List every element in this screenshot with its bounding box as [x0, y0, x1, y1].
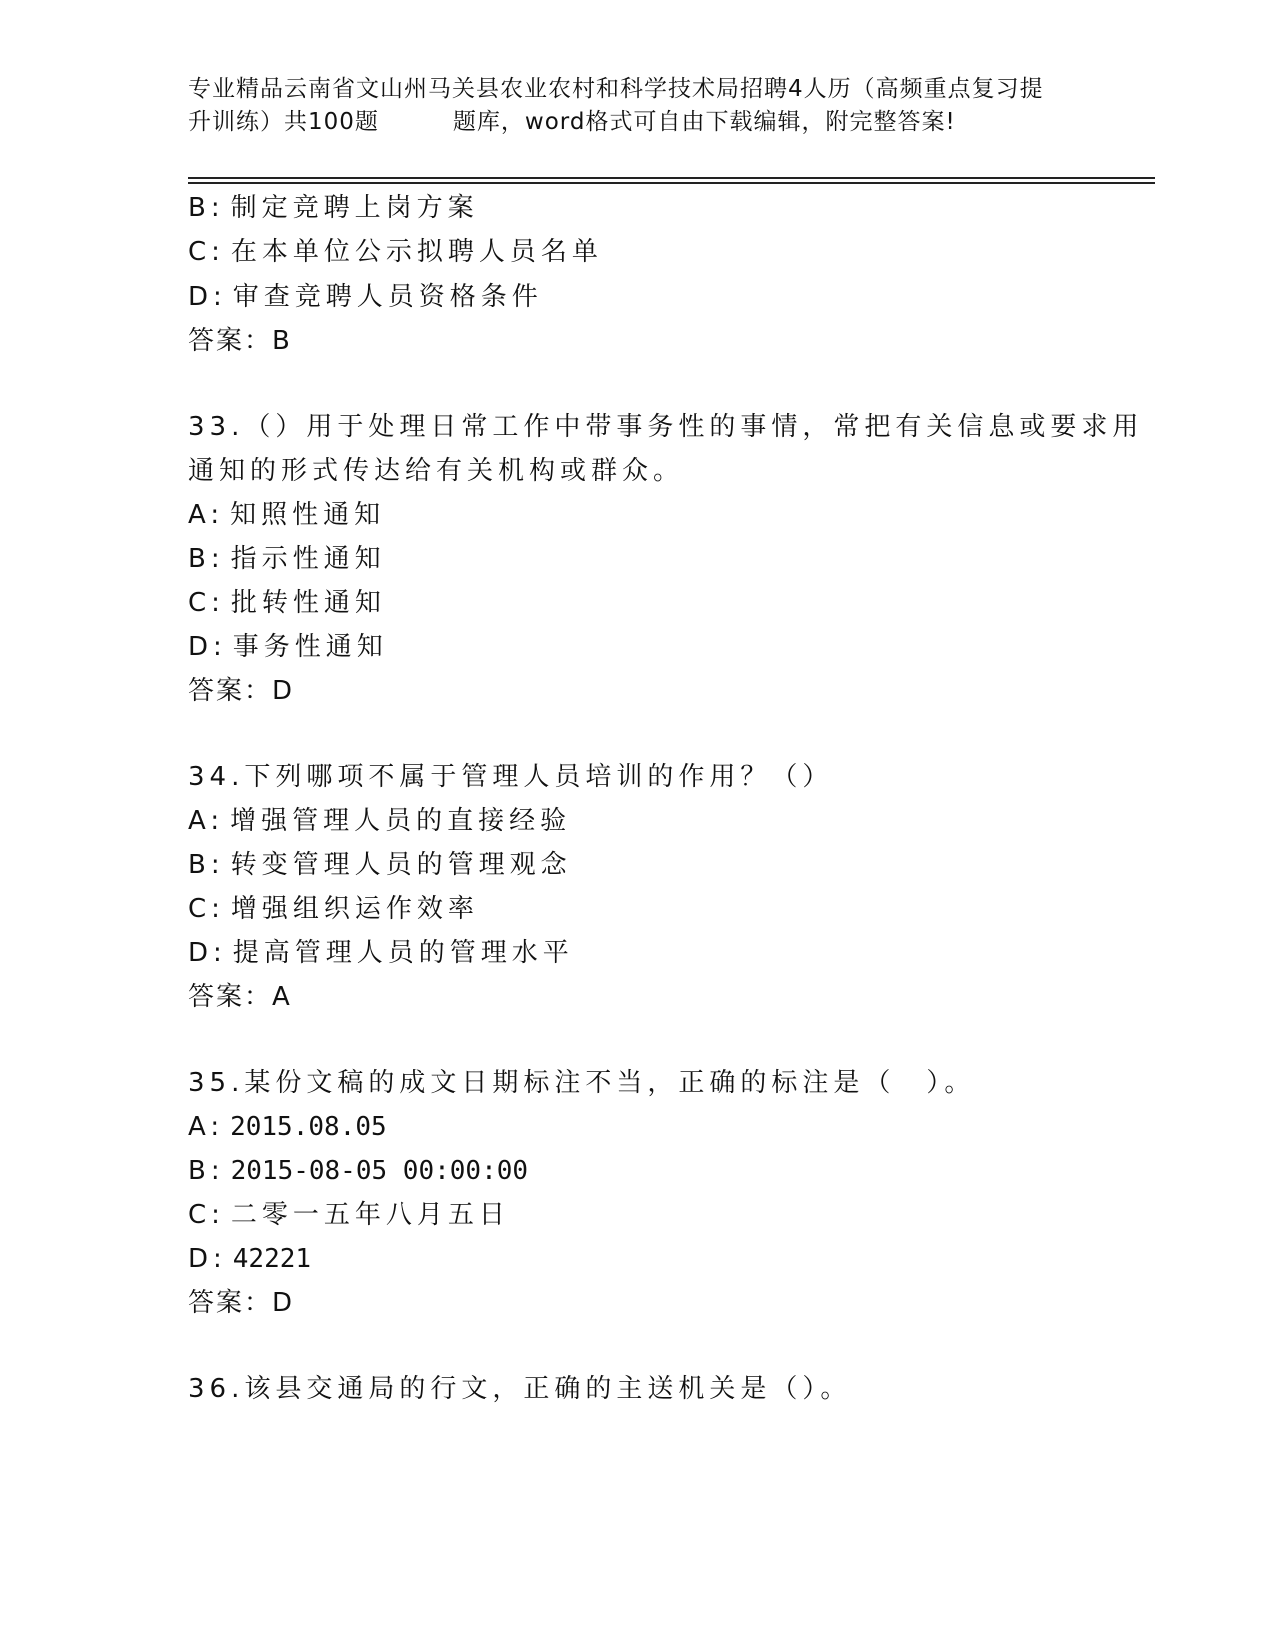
option-text: 42221: [232, 1244, 312, 1274]
question-number: 36.: [188, 1374, 245, 1404]
option-text: 知照性通知: [230, 500, 386, 530]
answer-value: B: [272, 326, 292, 356]
option-text: 增强组织运作效率: [230, 894, 479, 924]
option-line: [188, 192, 479, 224]
question-number: 33.: [188, 412, 245, 442]
question-text: （）用于处理日常工作中带事务性的事情，常把有关信息或要求用: [244, 412, 1144, 442]
option-text: 2015-08-05 00:00:00: [230, 1156, 529, 1186]
option-text: 在本单位公示拟聘人员名单: [230, 237, 603, 267]
question-text: 下列哪项不属于管理人员培训的作用？（）: [244, 762, 834, 792]
option-line: [188, 1243, 311, 1275]
answer-line: [188, 981, 292, 1013]
question-text: 某份文稿的成文日期标注不当，正确的标注是（ ）。: [244, 1068, 976, 1098]
option-text: 事务性通知: [232, 632, 388, 662]
option-line: [188, 499, 385, 531]
question-text: 通知的形式传达给有关机构或群众。: [188, 456, 685, 486]
answer-label: 答案：: [188, 982, 273, 1012]
option-label: B:: [188, 544, 225, 574]
option-line: [188, 236, 603, 268]
answer-value: D: [272, 1288, 295, 1318]
question-line: [188, 411, 1143, 443]
option-label: D:: [188, 282, 227, 312]
header-rule-top: [188, 177, 1155, 179]
option-line: [188, 1155, 528, 1187]
answer-label: 答案：: [188, 1288, 273, 1318]
question-line: [188, 455, 684, 487]
option-label: D:: [188, 938, 227, 968]
option-line: [188, 543, 386, 575]
header-line-2-part-1: 升训练）共100题: [188, 109, 379, 135]
answer-label: 答案：: [188, 326, 273, 356]
option-text: 提高管理人员的管理水平: [232, 938, 574, 968]
option-label: B:: [188, 193, 225, 223]
option-label: D:: [188, 632, 227, 662]
question-line: [188, 1067, 975, 1099]
option-label: B:: [188, 1156, 225, 1186]
option-label: C:: [188, 894, 225, 924]
option-label: A:: [188, 806, 225, 836]
answer-line: [188, 325, 292, 357]
option-text: 指示性通知: [230, 544, 386, 574]
option-label: C:: [188, 237, 225, 267]
option-text: 批转性通知: [230, 588, 386, 618]
option-label: A:: [188, 500, 225, 530]
answer-value: A: [272, 982, 292, 1012]
option-line: [188, 631, 388, 663]
question-number: 34.: [188, 762, 245, 792]
question-number: 35.: [188, 1068, 245, 1098]
option-line: [188, 893, 479, 925]
option-text: 增强管理人员的直接经验: [230, 806, 572, 836]
option-line: [188, 937, 574, 969]
document-header: [188, 73, 1088, 139]
option-label: C:: [188, 1200, 225, 1230]
header-rule-bottom: [188, 182, 1155, 184]
question-line: [188, 761, 833, 793]
option-text: 制定竞聘上岗方案: [230, 193, 479, 223]
option-text: 审查竞聘人员资格条件: [232, 282, 543, 312]
header-line-1: 专业精品云南省文山州马关县农业农村和科学技术局招聘4人历（高频重点复习提: [188, 76, 1044, 102]
option-line: [188, 1111, 387, 1143]
answer-value: D: [272, 676, 295, 706]
header-line-2: [188, 106, 1088, 139]
option-text: 转变管理人员的管理观念: [230, 850, 572, 880]
option-line: [188, 281, 543, 313]
option-text: 二零一五年八月五日: [230, 1200, 510, 1230]
answer-label: 答案：: [188, 676, 273, 706]
option-label: B:: [188, 850, 225, 880]
option-line: [188, 805, 571, 837]
question-text: 该县交通局的行文，正确的主送机关是（）。: [244, 1374, 852, 1404]
answer-line: [188, 1287, 294, 1319]
option-line: [188, 1199, 510, 1231]
option-label: D:: [188, 1244, 227, 1274]
option-label: A:: [188, 1112, 225, 1142]
option-label: C:: [188, 588, 225, 618]
option-text: 2015.08.05: [230, 1112, 387, 1142]
option-line: [188, 587, 386, 619]
header-line-2-part-2: 题库，word格式可自由下载编辑，附完整答案!: [452, 109, 956, 135]
question-line: [188, 1373, 851, 1405]
option-line: [188, 849, 572, 881]
answer-line: [188, 675, 294, 707]
